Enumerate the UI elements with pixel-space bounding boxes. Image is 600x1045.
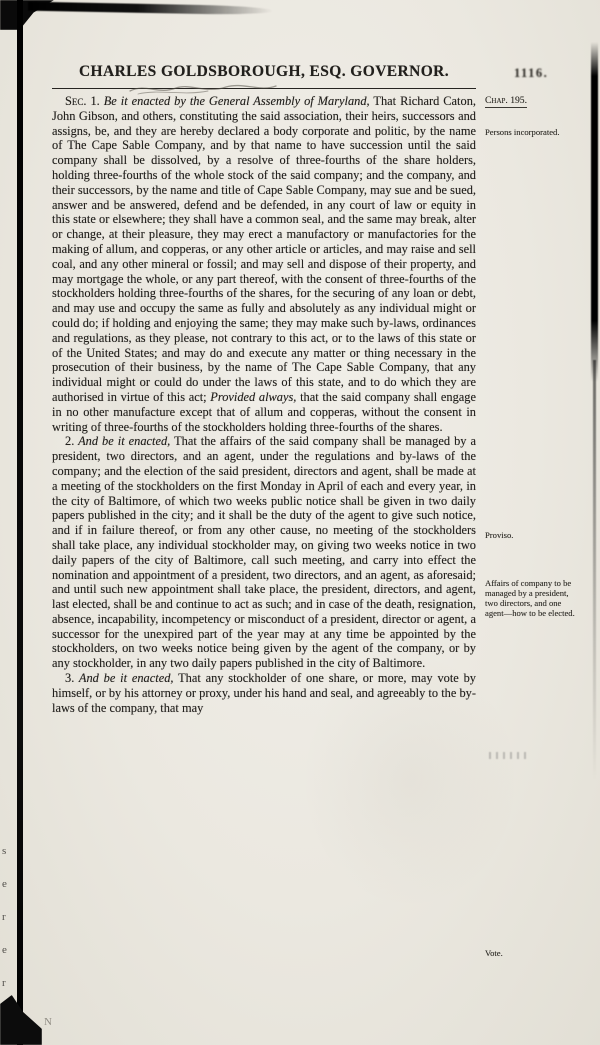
act-text: [52, 94, 476, 715]
page-title: CHARLES GOLDSBOROUGH, ESQ. GOVERNOR.: [78, 63, 450, 80]
bleed-letter: s: [2, 845, 7, 857]
scan-artifact-right-edge-fade: [593, 360, 596, 780]
section-number: Sec. 1.: [65, 94, 100, 108]
chapter-number: Chap. 195.: [485, 95, 527, 106]
enacting-clause: And be it enacted,: [74, 671, 174, 686]
page-number: 1116.: [514, 66, 549, 80]
enacting-clause: And be it enacted,: [74, 434, 171, 449]
margin-note-persons-incorporated: [485, 127, 577, 137]
bleed-letter: e: [2, 878, 7, 890]
margin-note-text: Proviso.: [485, 530, 514, 540]
scan-artifact-left-edge-bar: [17, 0, 23, 1045]
section-body: That Richard Caton, John Gibson, and others, constituting the said association, their heirs, successors and assigns, be, and they are hereby declared a body corporate and politic, by the name of The Cape Sable Company, and by that name to have succession until the said company shall be dissolved, by a resolve of three-fourths of the share holders, holding three-fourths of the whole stock of the said company; and the company, and their successors, by the name and title of Cape Sable Company, may sue and be sued, answer and be answered, defend and be defended, in any court of law or equity in this state or elsewhere; they shall have a common seal, and the same may break, alter or change, at their pleasure, they may erect a manufactory or manufactories for the making of allum, and copperas, or any other article or articles, and may raise and sell coal, and any other mineral or fossil; and may sell and dispose of their property, and may mortgage the whole, or any part thereof, with the consent of three-fourths of the stockholders holding three-fourths of the shares, for the securing of any loan or debt, and may use and occupy the same as fully and absolutely as any individual might or could do; if holding and enjoying the same; they may make such by-laws, ordinances and regulations, as they please, not contrary to this act, or to the laws of this state or of the United States; and may do and execute any matter or thing necessary in the prosecution of their business, by the name of The Cape Sable Company, that any individual might or could do under the laws of this state, and to do which they are authorised in virtue of this act;: [52, 94, 476, 404]
section-body: That any stockholder of one share, or more, may vote by himself, or by his attorney or proxy, under his hand and seal, and agreeably to the by-laws of the company, that may: [52, 671, 476, 715]
margin-note-text: Affairs of company to be managed by a president, two directors, and one agent—how to be elected.: [485, 578, 575, 618]
scan-artifact-right-edge-bar: [591, 42, 598, 382]
scan-artifact-top-streak: [28, 2, 273, 16]
bleed-letter: r: [2, 977, 6, 989]
section-body: That the affairs of the said company shall be managed by a president, two directors, and an agent, under the regulations and by-laws of the company; and the election of the said president, directors and agent, shall be made at a meeting of the stockholders on the first Monday in April of each and every year, in the city of Baltimore, of which two weeks public notice shall be given in two daily papers published in the city; and it shall be the duty of the agent to give such notice, and if in failure thereof, or from any other cause, no meeting of the stockholders shall take place, any individual stockholder may, on giving two weeks notice in two daily papers of the city of Baltimore, call such meeting, and carry into effect the nomination and appointment of a president, two directors, and an agent, as aforesaid; and until such new appointment shall take place, the president, directors, and agent, last elected, shall be and continue to act as such; and in case of the death, resignation, absence, incapability, incompetency or misconduct of a president, director or agent, a successor for the unexpired part of the year may at any time be appointed by the stockholders, on two weeks notice being given by the agent of the company, or by any stockholder, in any two daily papers published in the city of Baltimore.: [52, 434, 476, 671]
enacting-clause: Be it enacted by the General Assembly of Maryland,: [99, 94, 370, 108]
margin-note-text: Persons incorporated.: [485, 127, 560, 137]
section-number: 2.: [65, 434, 75, 449]
margin-note-affairs-of-company: [485, 578, 577, 618]
section-3: [52, 671, 476, 715]
margin-note-proviso: [485, 530, 577, 540]
proviso-body: that the said company shall engage in no other manufacture except that of allum and copperas, without the consent in writing of three-fourths of the stockholders holding three-fourths of the shares.: [52, 389, 477, 434]
section-number: 3.: [65, 671, 75, 686]
scan-noise: [489, 752, 531, 759]
proviso-lead: Provided always,: [210, 389, 297, 404]
section-2: [52, 434, 476, 671]
signature-mark: N: [44, 1016, 52, 1028]
scan-artifact-bottom-left-blob: [0, 995, 42, 1045]
bleed-letter: e: [2, 944, 7, 956]
margin-note-vote: [485, 948, 577, 958]
bleed-letter: r: [2, 911, 6, 923]
margin-note-chapter: [485, 96, 577, 108]
section-1: [52, 94, 476, 434]
scan-artifact-top-left-blob: [0, 0, 54, 30]
margin-note-text: Vote.: [485, 948, 503, 958]
